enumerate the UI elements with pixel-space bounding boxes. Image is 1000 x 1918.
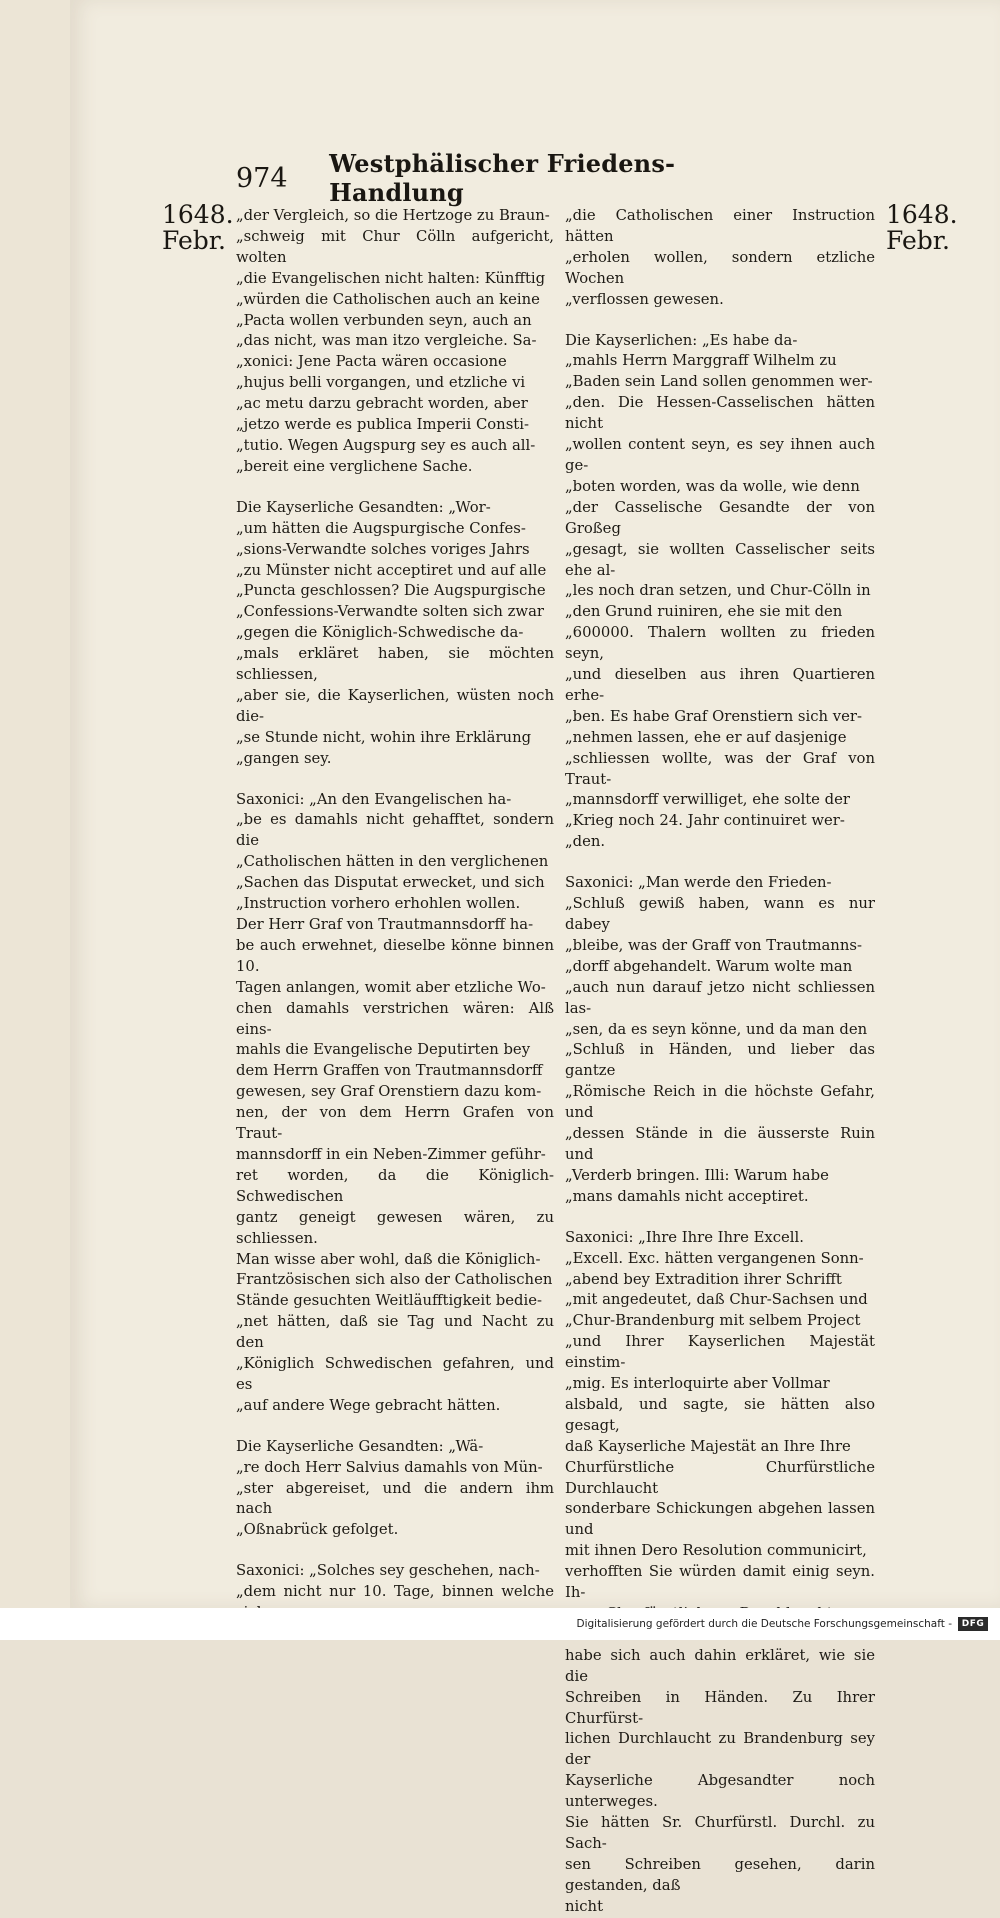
dfg-logo: DFG (958, 1617, 988, 1631)
right-margin-date: 1648. Febr. (886, 200, 958, 255)
paragraph: Saxonici: „Ihre Ihre Ihre Excell. „Excell. Exc. hätten vergangenen Sonn- „abend bey Extradition ihrer Schrifft „mit angedeutet, daß Chur-Sachsen und „Chur-Brandenburg mit selbem Project „und Ihrer Kayserlichen Majestät einstim- „mig. Es interloquirte aber Vollmar alsbald, und sagte, sie hätten also gesagt, daß Kayserliche Majestät an Ihre Ihre Churfürstliche Churfürstliche Durchlaucht sonderbare Schickungen abgehen lassen und mit ihnen Dero Resolution communicirt, verhofften Sie würden damit einig seyn. Ih- habe sich auch dahin erkläret, wie sie die Schreiben in Händen. Zu Ihrer Churfürst- lichen Durchlaucht zu Brandenburg sey der Kayserliche Abgesandter noch unterweges. Sie hätten Sr. Churfürstl. Durchl. zu Sach- sen Schreiben gesehen, darin gestanden, daß nicht (565, 1228, 875, 1915)
paragraph: Saxonici: „Man werde den Frieden- „Schluß gewiß haben, wann es nur dabey „bleibe, was der Graff von Trautmanns- „dorff abgehandelt. Warum wolte man „auch nun darauf jetzo nicht schliessen las- „sen, da es seyn könne, und da man den „Schluß in Händen, und lieber das gantze „Römische Reich in die höchste Gefahr, und „dessen Stände in die äusserste Ruin und „Verderb bringen. Illi: Warum habe „mans damahls nicht acceptiret. (565, 874, 875, 1205)
digitization-footer (0, 1608, 1000, 1640)
paragraph: Saxonici: „Solches sey geschehen, nach- „dem nicht nur 10. Tage, binnen welche (236, 1562, 554, 1601)
running-title: Westphälischer Friedens-Handlung (329, 149, 676, 207)
page-number: 974 (236, 162, 288, 194)
paragraph: Die Kayserliche Gesandten: „Wä- „re doch Herr Salvius damahls von Mün- „ster abgereiset, und die andern ihm nach „Oßnabrück gefolget. (236, 1437, 554, 1539)
funding-notice: Digitalisierung gefördert durch die Deutsche Forschungsgemeinschaft - (576, 1618, 952, 1630)
paragraph: „der Vergleich, so die Hertzoge zu Braun- „schweig mit Chur Cölln aufgericht, wolten „die Evangelischen nicht halten: Künfftig „würden die Catholischen auch an keine „Pacta wollen verbunden seyn, auch an „das nicht, was man itzo vergleiche. Sa- „xonici: Jene Pacta wären occasione „hujus belli vorgangen, und etzliche vi „ac metu darzu gebracht worden, aber „jetzo werde es publica Imperii Consti- „tutio. Wegen Augspurg sey es auch all- „bereit eine verglichene Sache. (236, 207, 554, 475)
paragraph: Saxonici: „An den Evangelischen ha- „be es damahls nicht gehafftet, sondern die „Catholischen hätten in den verglichenen „Sachen das Disputat erwecket, und sich „Instruction vorhero erhohlen wollen. Der Herr Graf von Trautmannsdorff ha- be auch erwehnet, dieselbe könne binnen 10. Tagen anlangen, womit aber etzliche Wo- chen damahls verstrichen wären: Alß eins- mahls die Evangelische Deputirten bey dem Herrn Graffen von Trautmannsdorff gewesen, sey Graf Orenstiern dazu kom- nen, der von dem Herrn Grafen von Traut- mannsdorff in ein Neben-Zimmer geführ- ret worden, da die Königlich-Schwedischen gantz geneigt gewesen wären, zu schliessen. Man wisse aber wohl, daß die Königlich- Frantzösischen sich also der Catholischen Stände gesuchten Weitläufftigkeit bedie- „net hätten, daß sie Tag und Nacht zu den „Königlich Schwedischen gefahren, und es „auf andere Wege gebracht hätten. (236, 790, 554, 1414)
page-header (236, 149, 736, 207)
paragraph: Die Kayserliche Gesandten: „Wor- „um hätten die Augspurgische Confes- „sions-Verwandte solches voriges Jahrs „zu Münster nicht acceptiret und auf alle „Puncta geschlossen? Die Augspurgische „Confessions-Verwandte solten sich zwar „gegen die Königlich-Schwedische da- „mals erkläret haben, sie möchten schliessen, „aber sie, die Kayserlichen, wüsten noch die- „se Stunde nicht, wohin ihre Erklärung „gangen sey. (236, 498, 554, 767)
right-text-column (565, 206, 875, 1918)
left-text-column (236, 206, 554, 1624)
paragraph: Die Kayserlichen: „Es habe da- „mahls Herrn Marggraff Wilhelm zu „Baden sein Land sollen genommen wer- „den. Die Hessen-Casselischen hätten nicht „wollen content seyn, es sey ihnen auch ge- „boten worden, was da wolle, wie denn „der Casselische Gesandte der von Großeg „gesagt, sie wollten Casselischer seits ehe al- „les noch dran setzen, und Chur-Cölln in „den Grund ruiniren, ehe sie mit den „600000. Thalern wollten zu frieden seyn, „und dieselben aus ihren Quartieren erhe- „ben. Es habe Graf Orenstiern sich ver- „nehmen lassen, ehe er auf dasjenige „schliessen wollte, was der Graf von Traut- „mannsdorff verwilliget, ehe solte der „Krieg noch 24. Jahr continuiret wer- „den. (565, 331, 875, 851)
left-margin-date: 1648. Febr. (162, 200, 234, 255)
paragraph: „die Catholischen einer Instruction hätten „erholen wollen, sondern etzliche Wochen „verflossen gewesen. (565, 207, 875, 308)
